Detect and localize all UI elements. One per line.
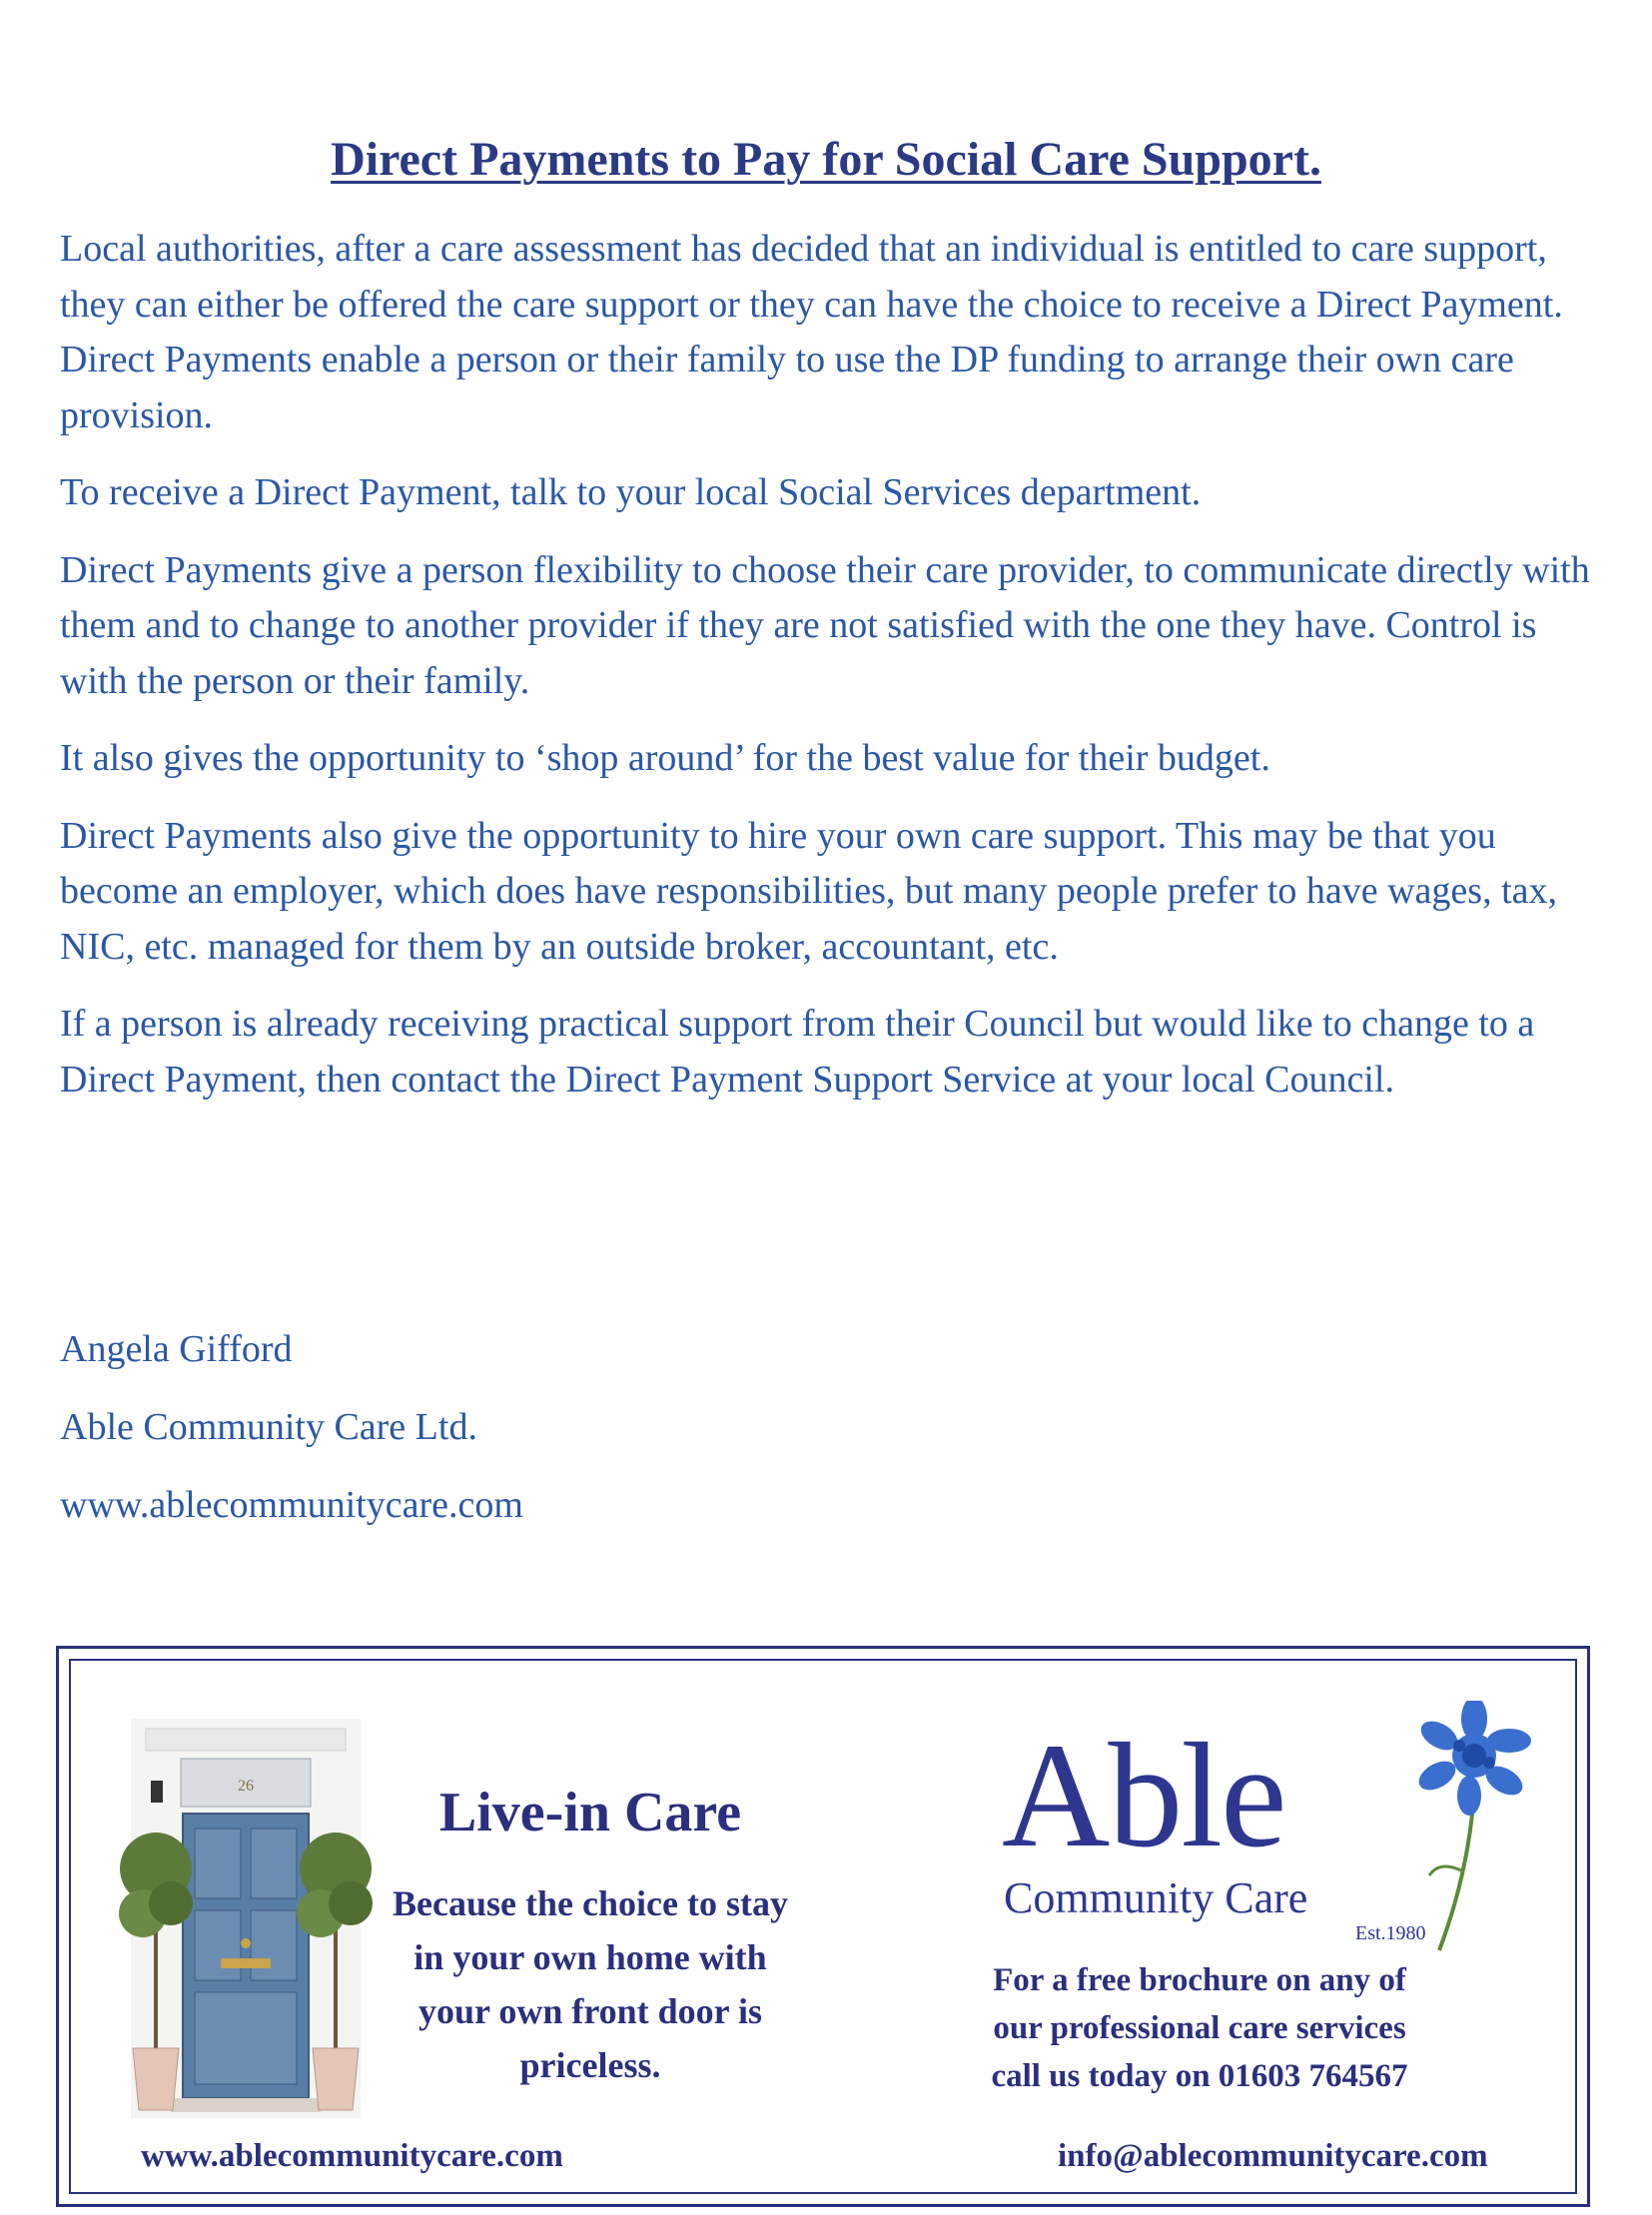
- tagline-line-1: Because the choice to stay: [393, 1883, 788, 1923]
- paragraph-5: Direct Payments also give the opportunity to hire your own care support. This may be that you become an employer, which does have responsibilities, but many people prefer to have wages, tax, NIC, etc. managed for them by an outside broker, accountant, etc.: [60, 814, 1557, 968]
- advert-box: [56, 1646, 1590, 2207]
- tagline-line-3: your own front door is: [417, 1991, 763, 2031]
- tagline-line-2: in your own home with: [413, 1937, 767, 1977]
- tagline-line-4: priceless.: [519, 2045, 661, 2085]
- paragraph-2: To receive a Direct Payment, talk to your local Social Services department.: [60, 471, 1202, 513]
- brochure-text: [940, 1956, 1459, 2100]
- advert-email-link[interactable]: info@ablecommunitycare.com: [1058, 2138, 1488, 2174]
- logo-established: Est.1980: [1355, 1922, 1426, 1944]
- author-website[interactable]: www.ablecommunitycare.com: [60, 1484, 523, 1526]
- paragraph-3: Direct Payments give a person flexibility to choose their care provider, to communicate directly with them and to change to another provider if they are not satisfied with the one they have. Control is with the person or their family.: [60, 548, 1590, 702]
- door-number: 26: [238, 1778, 254, 1795]
- front-door-photo: [111, 1719, 381, 2118]
- brochure-line-2: our professional care services: [993, 2010, 1406, 2046]
- author-name: Angela Gifford: [60, 1328, 293, 1370]
- advert-tagline: [391, 1876, 790, 2092]
- brochure-line-3: call us today on 01603 764567: [991, 2058, 1408, 2094]
- advert-website-link[interactable]: www.ablecommunitycare.com: [141, 2138, 563, 2174]
- cornflower-icon: [1399, 1701, 1549, 1960]
- author-company: Able Community Care Ltd.: [60, 1406, 477, 1448]
- paragraph-6: If a person is already receiving practical support from their Council but would like to change to a Direct Payment, then contact the Direct Payment Support Service at your local Council.: [60, 1003, 1535, 1101]
- signature-block: [60, 1323, 523, 1557]
- article-body: [60, 222, 1598, 1129]
- logo-wordmark: Able: [1002, 1713, 1285, 1878]
- paragraph-1: Local authorities, after a care assessment has decided that an individual is entitled to care support, they can either be offered the care support or they can have the choice to receive a Direct Payment. Direct Payments enable a person or their family to use the DP funding to arrange their own care provision.: [60, 228, 1563, 436]
- brochure-line-1: For a free brochure on any of: [993, 1962, 1406, 1998]
- article-title: Direct Payments to Pay for Social Care Support.: [331, 133, 1321, 186]
- logo-subtitle: Community Care: [1004, 1873, 1308, 1922]
- advert-inner-border: [69, 1659, 1577, 2194]
- advert-heading: Live-in Care: [438, 1782, 742, 1844]
- paragraph-4: It also gives the opportunity to ‘shop around’ for the best value for their budget.: [60, 737, 1270, 779]
